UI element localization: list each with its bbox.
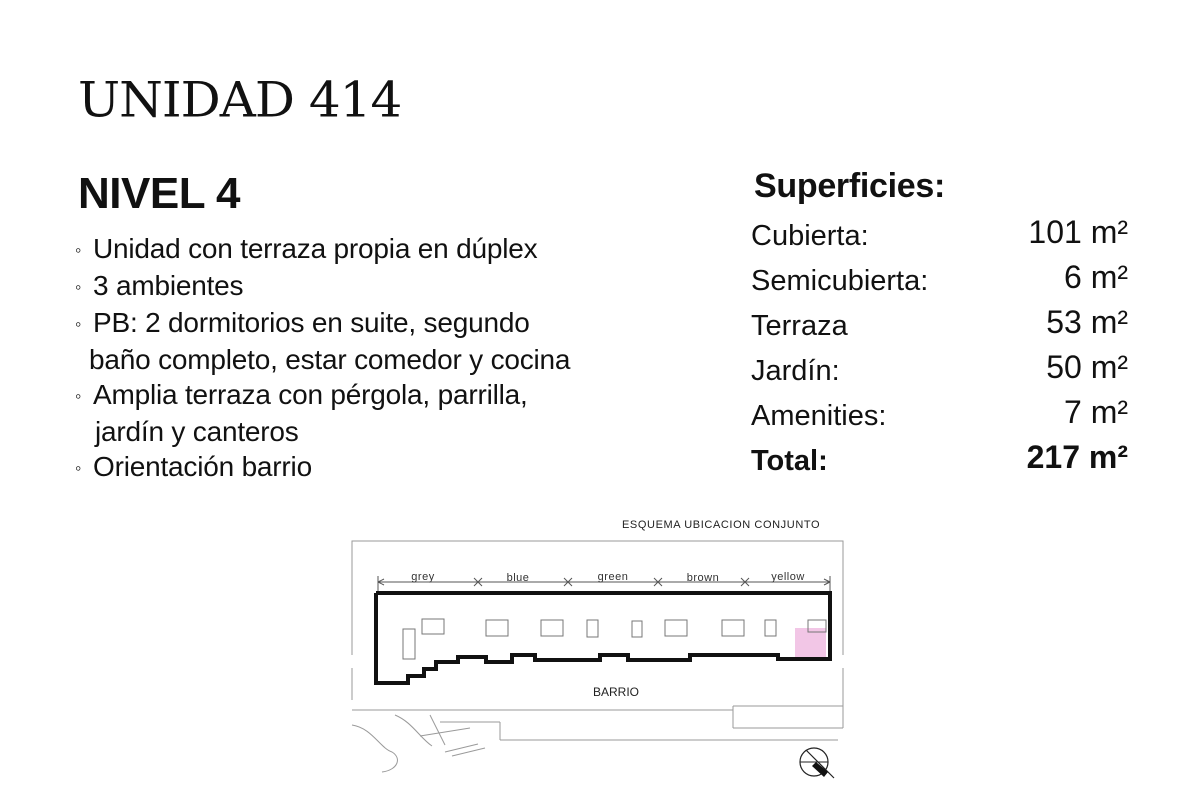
- surface-label: Jardín:: [751, 355, 840, 387]
- level-title: NIVEL 4: [78, 169, 240, 218]
- bullet-icon: ◦: [75, 314, 82, 334]
- surface-label: Cubierta:: [751, 220, 869, 252]
- surface-value: 6 m²: [1064, 259, 1128, 295]
- surface-label: Semicubierta:: [751, 265, 929, 297]
- feature-text-continued: baño completo, estar comedor y cocina: [89, 344, 571, 375]
- sector-label-blue: blue: [506, 572, 530, 584]
- surface-label: Total:: [751, 445, 828, 477]
- bullet-icon: ◦: [75, 386, 82, 406]
- bullet-icon: ◦: [75, 277, 82, 297]
- surface-value: 53 m²: [1046, 304, 1128, 340]
- area-label-barrio: BARRIO: [592, 685, 640, 699]
- surface-label: Terraza: [751, 310, 848, 342]
- bullet-icon: ◦: [75, 240, 82, 260]
- unit-title: UNIDAD 414: [78, 71, 402, 129]
- feature-text: PB: 2 dormitorios en suite, segundo: [93, 307, 530, 338]
- feature-text-continued: jardín y canteros: [95, 416, 299, 447]
- sector-label-grey: grey: [411, 571, 435, 583]
- feature-text: Amplia terraza con pérgola, parrilla,: [93, 379, 528, 410]
- surface-value: 101 m²: [1028, 214, 1128, 250]
- surface-value: 50 m²: [1046, 349, 1128, 385]
- north-compass-icon: [800, 748, 834, 778]
- feature-text: Unidad con terraza propia en dúplex: [93, 233, 538, 264]
- sector-label-green: green: [597, 571, 629, 583]
- feature-text: Orientación barrio: [93, 451, 312, 482]
- surface-value: 217 m²: [1026, 439, 1128, 475]
- bullet-icon: ◦: [75, 458, 82, 478]
- building-outline: [376, 593, 830, 683]
- sector-label-brown: brown: [686, 572, 720, 584]
- site-plan-caption: ESQUEMA UBICACION CONJUNTO: [622, 519, 821, 531]
- surface-value: 7 m²: [1064, 394, 1128, 430]
- sector-label-yellow: yellow: [771, 571, 805, 583]
- surface-label: Amenities:: [751, 400, 887, 432]
- surfaces-title: Superficies:: [754, 167, 946, 205]
- feature-text: 3 ambientes: [93, 270, 244, 301]
